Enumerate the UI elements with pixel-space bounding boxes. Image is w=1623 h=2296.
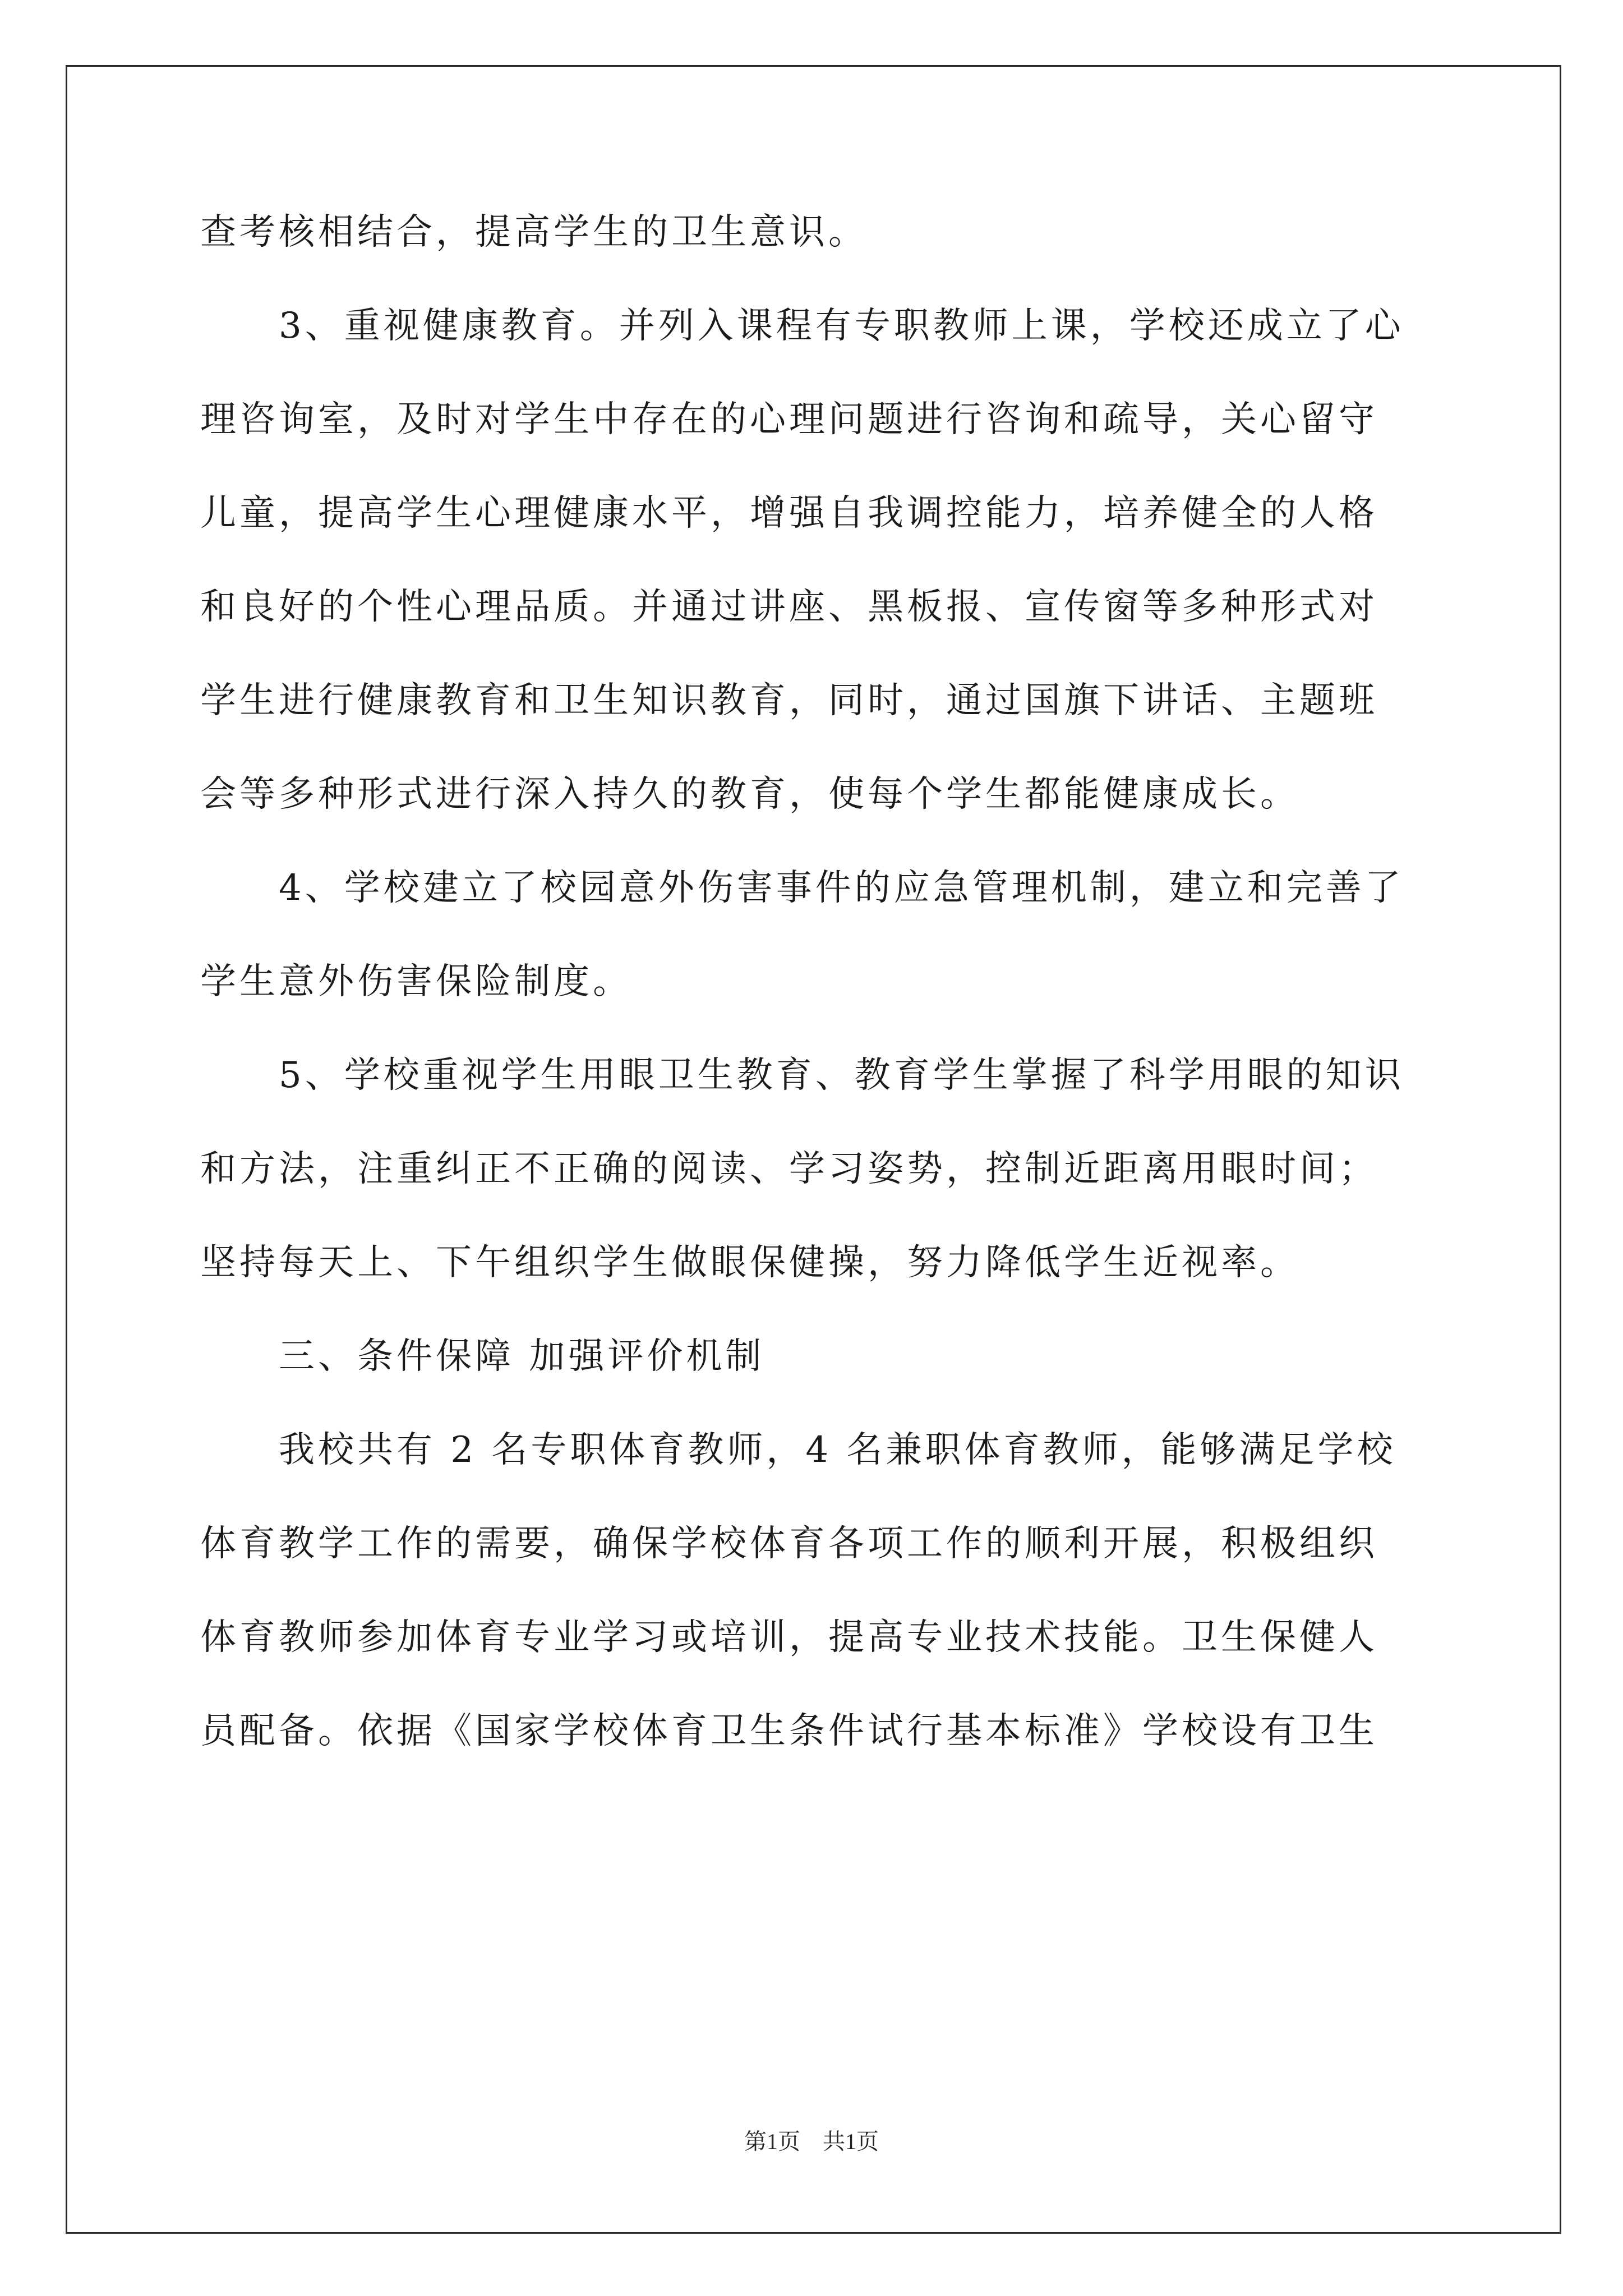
text-line: 和方法，注重纠正不正确的阅读、学习姿势，控制近距离用眼时间；	[200, 1148, 1378, 1190]
text-line: 3、重视健康教育。并列入课程有专职教师上课，学校还成立了心	[279, 305, 1404, 347]
section-heading: 三、条件保障 加强评价机制	[279, 1336, 765, 1377]
text-line: 儿童，提高学生心理健康水平，增强自我调控能力，培养健全的人格	[200, 493, 1378, 534]
text-line: 体育教学工作的需要，确保学校体育各项工作的顺利开展，积极组织	[200, 1523, 1378, 1565]
text-line: 学生进行健康教育和卫生知识教育，同时，通过国旗下讲话、主题班	[200, 680, 1378, 721]
text-line: 会等多种形式进行深入持久的教育，使每个学生都能健康成长。	[200, 774, 1299, 815]
text-line: 4、学校建立了校园意外伤害事件的应急管理机制，建立和完善了	[279, 867, 1404, 909]
text-line: 员配备。依据《国家学校体育卫生条件试行基本标准》学校设有卫生	[200, 1710, 1378, 1752]
text-line: 体育教师参加体育专业学习或培训，提高专业技术技能。卫生保健人	[200, 1617, 1378, 1658]
text-line: 理咨询室，及时对学生中存在的心理问题进行咨询和疏导，关心留守	[200, 399, 1378, 440]
text-line: 学生意外伤害保险制度。	[200, 961, 632, 1002]
text-line: 5、学校重视学生用眼卫生教育、教育学生掌握了科学用眼的知识	[279, 1055, 1404, 1096]
text-line: 坚持每天上、下午组织学生做眼保健操，努力降低学生近视率。	[200, 1242, 1299, 1283]
page-footer: 第1页 共1页	[744, 2129, 879, 2154]
text-line: 我校共有 2 名专职体育教师，4 名兼职体育教师，能够满足学校	[279, 1429, 1396, 1471]
text-line: 和良好的个性心理品质。并通过讲座、黑板报、宣传窗等多种形式对	[200, 586, 1378, 628]
text-line: 查考核相结合，提高学生的卫生意识。	[200, 211, 868, 253]
